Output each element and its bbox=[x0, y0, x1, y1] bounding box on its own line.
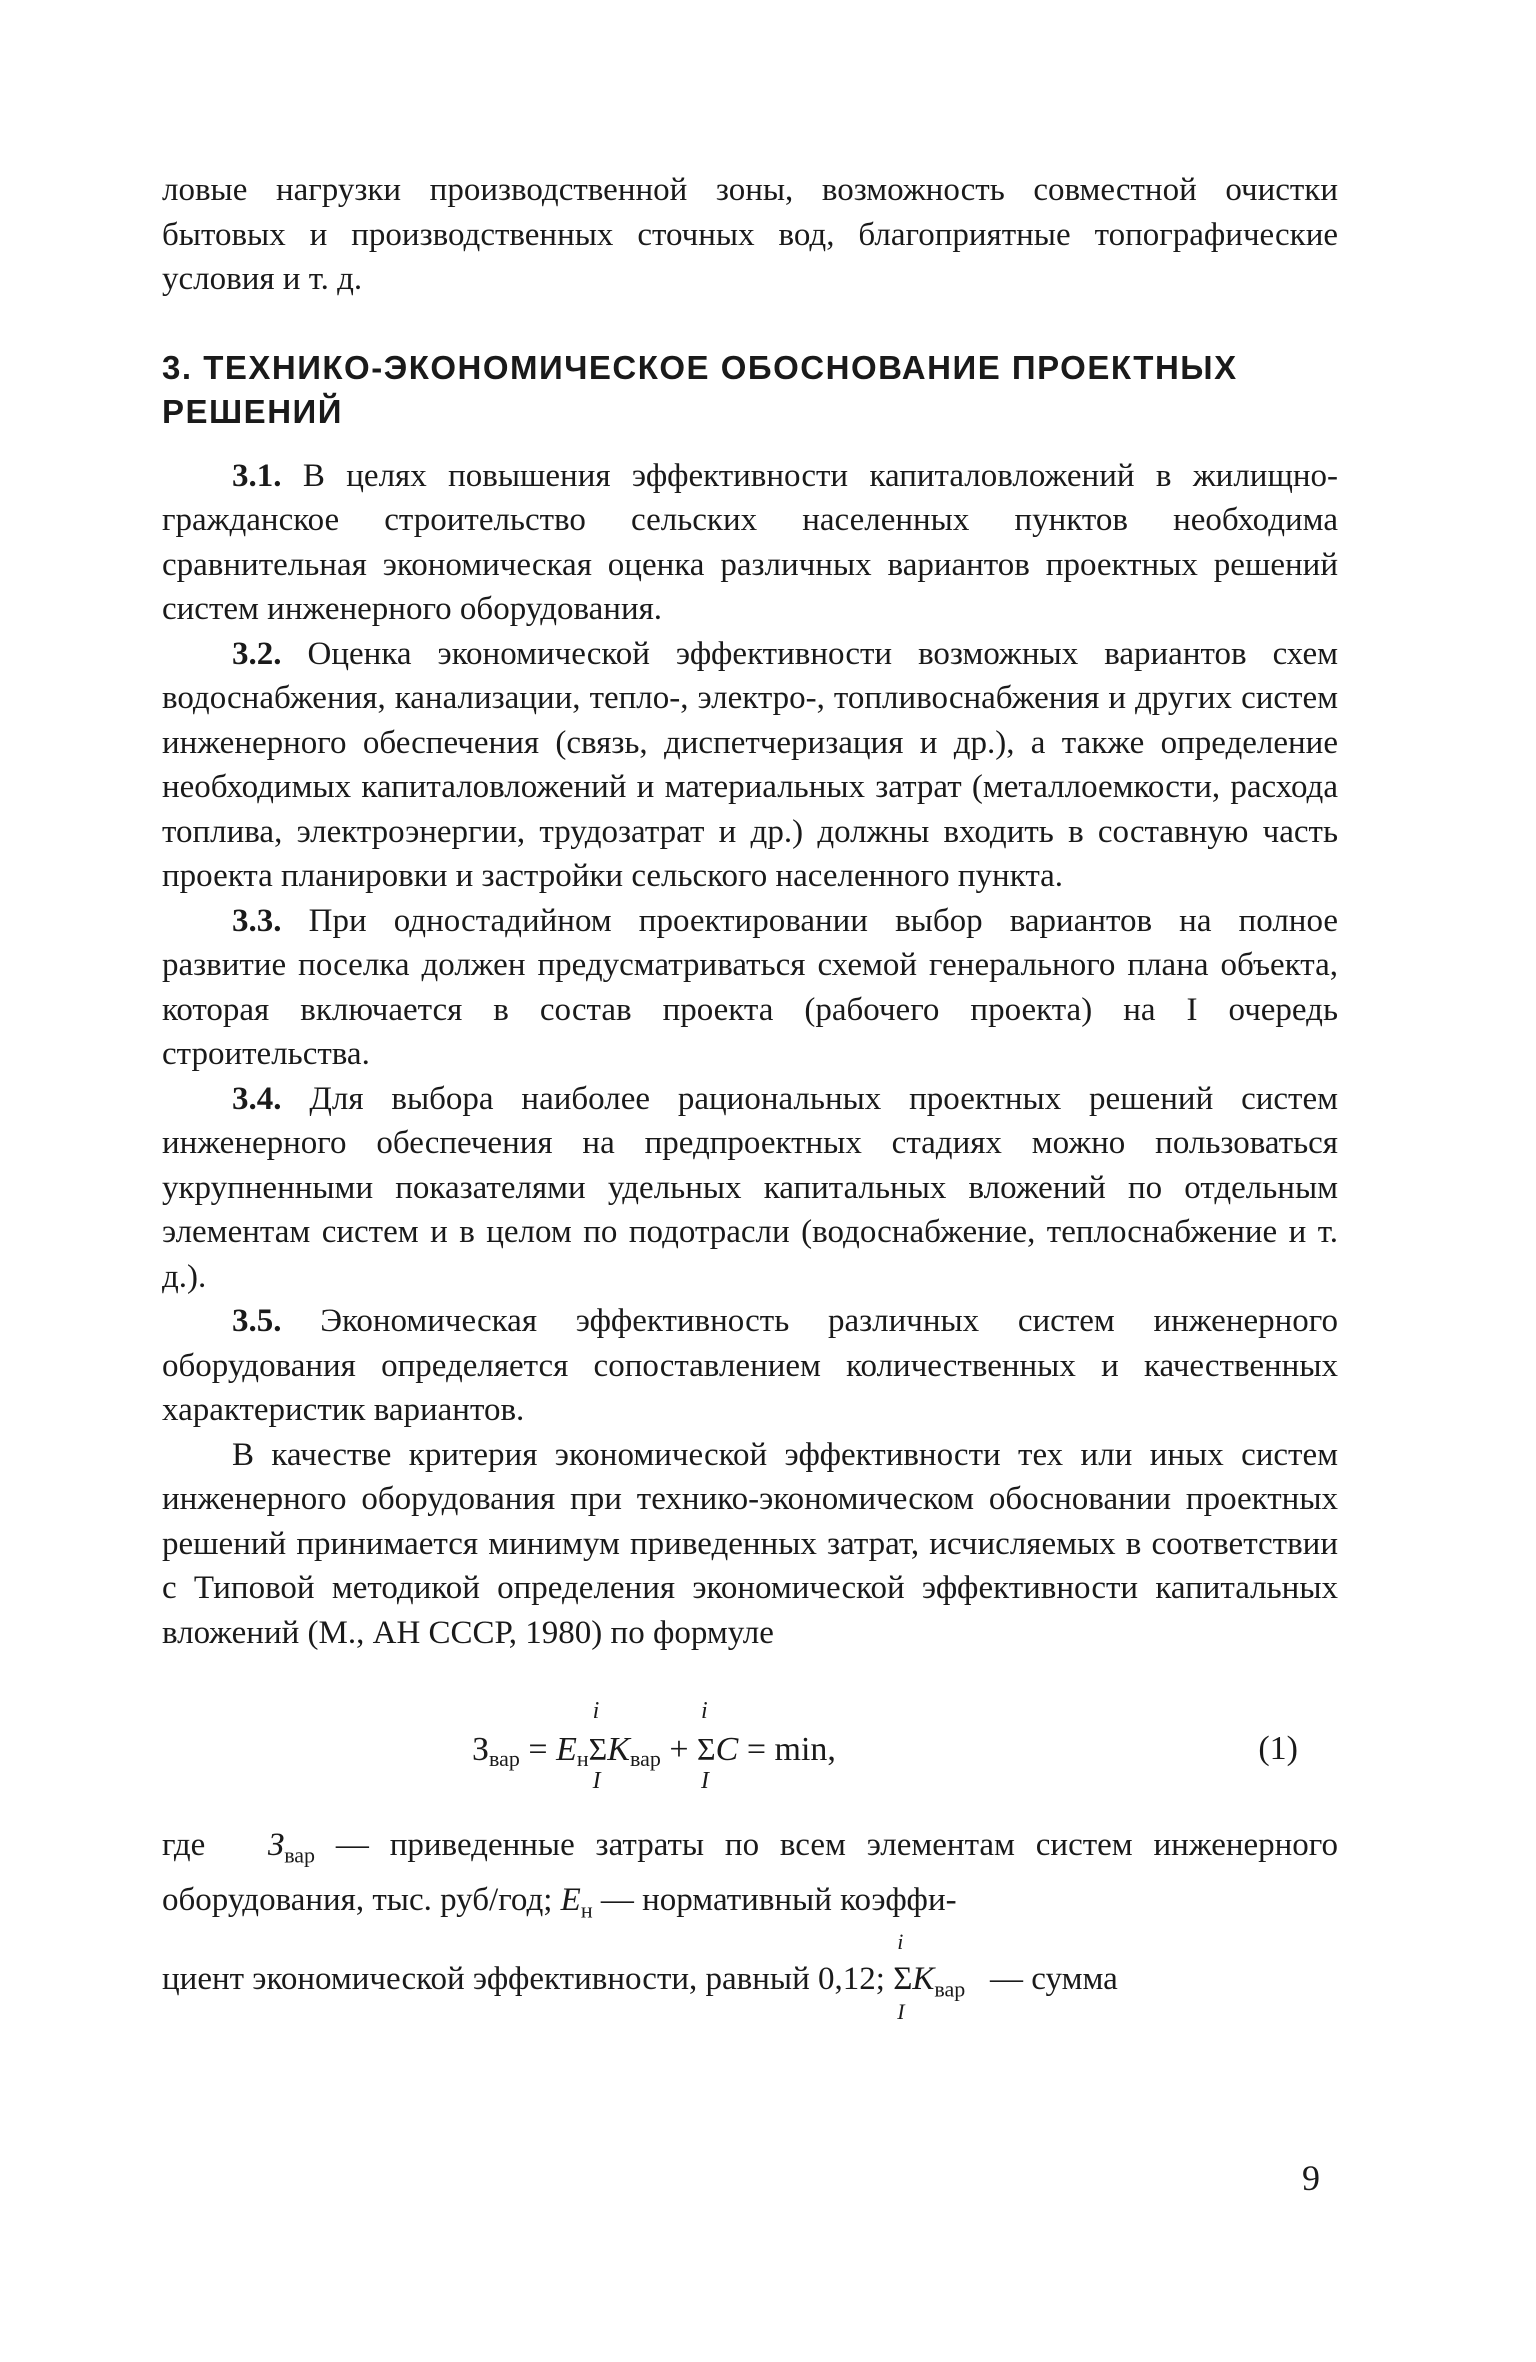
item-3-4 bbox=[162, 1077, 1338, 1300]
formula bbox=[472, 1698, 836, 1794]
item-text: Экономическая эффективность различных систем инженерного оборудования определяется сопоставлением количественных и качественных характеристик вариантов. bbox=[162, 1303, 1338, 1428]
sigma-symbol: Σ bbox=[893, 1961, 913, 1998]
where-text-2: — нормативный коэффи- bbox=[600, 1882, 957, 1919]
sigma-symbol: Σ bbox=[588, 1731, 608, 1767]
item-number: 3.1. bbox=[232, 457, 282, 494]
item-number: 3.3. bbox=[232, 902, 282, 939]
formula-e: E bbox=[556, 1731, 577, 1768]
item-3-5 bbox=[162, 1299, 1338, 1433]
item-3-1 bbox=[162, 454, 1338, 632]
where-line3-start: циент экономической эффективности, равный 0,12; bbox=[162, 1961, 885, 1998]
formula-row bbox=[162, 1685, 1338, 1805]
item-3-2 bbox=[162, 632, 1338, 899]
formula-e-sub: н bbox=[576, 1746, 589, 1771]
item-text: Оценка экономической эффективности возможных вариантов схем водоснабжения, канализации, тепло-, электро-, топливоснабжения и других систем инженерного обеспечения (связь, диспетчеризация и др.), а также определение необходимых капиталовложений и материальных затрат (металлоемкости, расхода топлива, электроэнергии, трудозатрат и др.) должны входить в составную часть проекта планировки и застройки сельского населенного пункта. bbox=[162, 635, 1338, 894]
formula-z-sub: вар bbox=[489, 1746, 520, 1771]
where-k-symbol: K bbox=[912, 1961, 935, 1998]
where-lead: где bbox=[162, 1827, 206, 1863]
sigma-symbol: Σ bbox=[697, 1731, 716, 1767]
sum-upper-limit: i bbox=[897, 1929, 904, 1955]
where-sum bbox=[893, 1929, 913, 2025]
intro-paragraph: ловые нагрузки производственной зоны, возможность совместной очистки бытовых и производственных сточных вод, благоприятные топографические условия и т. д. bbox=[162, 172, 1338, 297]
item-text: В целях повышения эффективности капиталовложений в жилищно-гражданское строительство сельских населенных пунктов необходима сравнительная экономическая оценка различных вариантов проектных решений систем инженерного оборудования. bbox=[162, 457, 1339, 627]
item-text: При одностадийном проектировании выбор вариантов на полное развитие поселка должен предусматриваться схемой генерального плана объекта, которая включается в состав проекта (рабочего проекта) на I очередь строительства. bbox=[162, 902, 1339, 1072]
where-e-sub: н bbox=[580, 1897, 593, 1923]
page-number: 9 bbox=[1302, 2158, 1320, 2198]
formula-result: = min, bbox=[746, 1731, 836, 1768]
formula-sigma-c bbox=[697, 1698, 716, 1794]
formula-k-sub: вар bbox=[629, 1746, 661, 1771]
formula-equals: = bbox=[528, 1731, 548, 1768]
where-symbol-sub: вар bbox=[284, 1842, 316, 1868]
sum-lower-limit: I bbox=[592, 1768, 601, 1794]
sum-upper-limit: i bbox=[701, 1698, 708, 1724]
sum-lower-limit: I bbox=[897, 1999, 905, 2025]
where-paragraph bbox=[162, 1823, 1338, 1933]
item-text: Для выбора наиболее рациональных проектных решений систем инженерного обеспечения на предпроектных стадиях можно пользоваться укрупненными показателями удельных капитальных вложений по отдельным элементам систем и в целом по подотрасли (водоснабжение, теплоснабжение и т. д.). bbox=[162, 1080, 1338, 1295]
formula-z: З bbox=[472, 1731, 490, 1768]
formula-c: C bbox=[715, 1731, 739, 1768]
where-k-sub: вар bbox=[934, 1976, 966, 2002]
where-e-symbol: E bbox=[560, 1882, 581, 1919]
formula-sigma-k bbox=[588, 1698, 608, 1794]
where-line3-end: — сумма bbox=[990, 1961, 1118, 1998]
page-content bbox=[162, 168, 1339, 2025]
where-line-3 bbox=[162, 1929, 1338, 2025]
criterion-paragraph: В качестве критерия экономической эффективности тех или иных систем инженерного оборудования при технико-экономическом обосновании проектных решений принимается минимум приведенных затрат, исчисляемых в соответствии с Типовой методикой определения экономической эффективности капитальных вложений (М., АН СССР, 1980) по формуле bbox=[162, 1436, 1338, 1651]
item-number: 3.4. bbox=[232, 1080, 282, 1117]
item-3-3 bbox=[162, 899, 1338, 1077]
item-number: 3.2. bbox=[232, 635, 282, 672]
section-heading: 3. ТЕХНИКО-ЭКОНОМИЧЕСКОЕ ОБОСНОВАНИЕ ПРОЕКТНЫХ РЕШЕНИЙ bbox=[162, 348, 1238, 430]
formula-k: K bbox=[607, 1731, 630, 1768]
formula-plus: + bbox=[669, 1731, 689, 1768]
equation-number: (1) bbox=[1258, 1730, 1298, 1767]
sum-upper-limit: i bbox=[592, 1698, 600, 1724]
where-text-1: — приведенные затраты по всем элементам систем инженерного оборудования, тыс. руб/год; bbox=[162, 1827, 1339, 1919]
item-number: 3.5. bbox=[232, 1303, 282, 1339]
where-symbol: З bbox=[267, 1827, 285, 1863]
sum-lower-limit: I bbox=[701, 1768, 710, 1794]
